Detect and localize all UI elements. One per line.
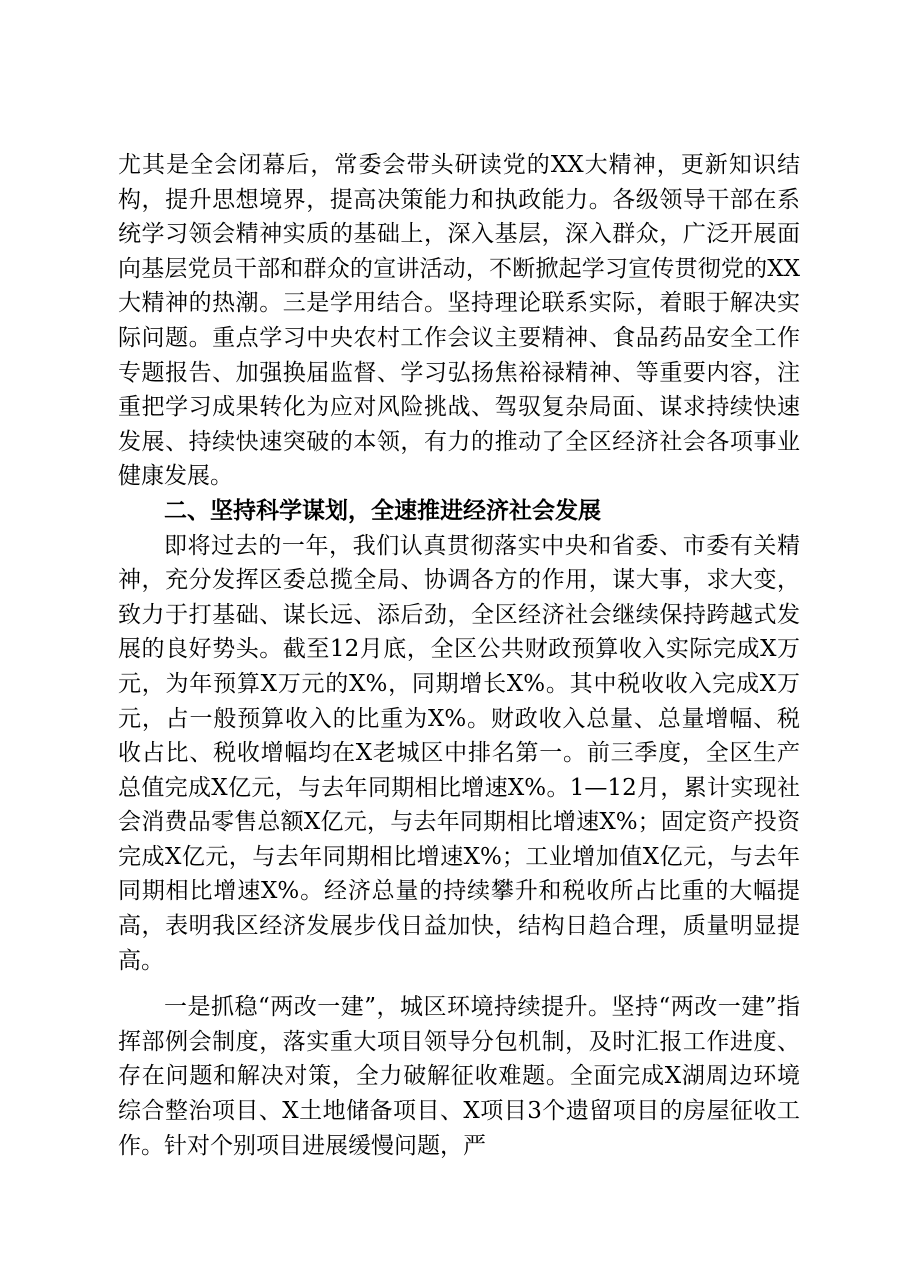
paragraph-economic-overview: 即将过去的一年，我们认真贯彻落实中央和省委、市委有关精神，充分发挥区委总揽全局、协调各方的作用，谋大事，求大变，致力于打基础、谋长远、添后劲，全区经济社会继续保持跨越式发展的良好势头。截至12月底，全区公共财政预算收入实际完成X万元，为年预算X万元的X%，同期增长X%。其中税收收入完成X万元，占一般预算收入的比重为X%。财政收入总量、总量增幅、税收占比、税收增幅均在X老城区中排名第一。前三季度，全区生产总值完成X亿元，与去年同期相比增速X%。1—12月，累计实现社会消费品零售总额X亿元，与去年同期相比增速X%；固定资产投资完成X亿元，与去年同期相比增速X%；工业增加值X亿元，与去年同期相比增速X%。经济总量的持续攀升和税收所占比重的大幅提高，表明我区经济发展步伐日益加快，结构日趋合理，质量明显提高。 [118, 532, 800, 974]
paragraph-two-reforms-one-build: 一是抓稳“两改一建”，城区环境持续提升。坚持“两改一建”指挥部例会制度，落实重大项目领导分包机制，及时汇报工作进度、存在问题和解决对策，全力破解征收难题。全面完成X湖周边环境综合整治项目、X土地储备项目、X项目3个遗留项目的房屋征收工作。针对个别项目进展缓慢问题，严 [118, 994, 800, 1159]
paragraph-study-results: 尤其是全会闭幕后，常委会带头研读党的XX大精神，更新知识结构，提升思想境界，提高决策能力和执政能力。各级领导干部在系统学习领会精神实质的基础上，深入基层，深入群众，广泛开展面向基层党员干部和群众的宣讲活动，不断掀起学习宣传贯彻党的XX大精神的热潮。三是学用结合。坚持理论联系实际，着眼于解决实际问题。重点学习中央农村工作会议主要精神、食品药品安全工作专题报告、加强换届监督、学习弘扬焦裕禄精神、等重要内容，注重把学习成果转化为应对风险挑战、驾驭复杂局面、谋求持续快速发展、持续快速突破的本领，有力的推动了全区经济社会各项事业健康发展。 [118, 152, 800, 490]
document-body [118, 148, 800, 1163]
section-heading-economic-development: 二、坚持科学谋划，全速推进经济社会发展 [164, 497, 601, 524]
